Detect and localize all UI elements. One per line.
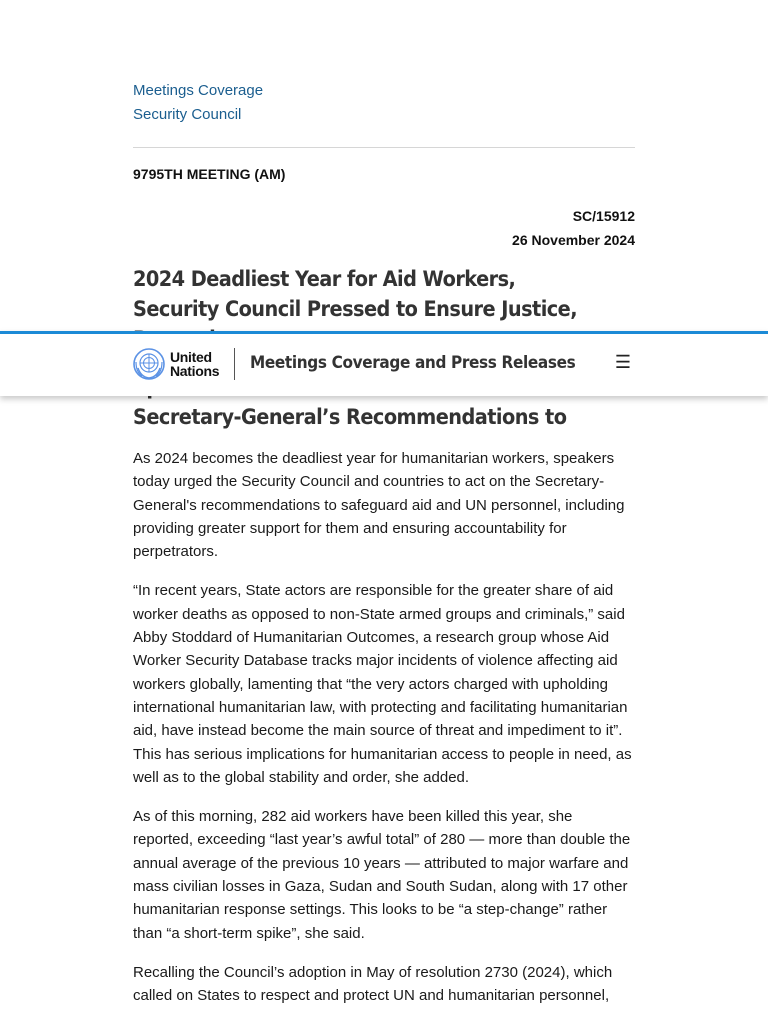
un-logo[interactable]	[133, 348, 219, 380]
paragraph-1: As 2024 becomes the deadliest year for humanitarian workers, speakers today urged the Security Council and countries to act on the Secretary-General's recommendations to safeguard aid and UN personnel, including providing greater support for them and ensuring accountability for perpetrators.	[133, 450, 625, 561]
breadcrumb-security-council[interactable]: Security Council	[133, 106, 242, 123]
divider	[133, 147, 635, 148]
hamburger-menu-button[interactable]	[612, 350, 634, 374]
subheadline-text: Secretary-General’s Recommendations to	[133, 405, 567, 429]
document-code: SC/15912	[572, 208, 635, 224]
breadcrumb	[133, 79, 263, 127]
paragraph-2: “In recent years, State actors are responsible for the greater share of aid worker deaths as opposed to non-State armed groups and criminals,” said Abby Stoddard of Humanitarian Outcomes, a research group whose Aid Worker Security Database tracks major incidents of violence affecting aid workers globally, lamenting that “the very actors charged with upholding international humanitarian law, with protecting and facilitating humanitarian aid, have instead become the main source of threat and impediment to it”. This has serious implications for humanitarian access to people in need, as well as to the global stability and order, she added.	[133, 582, 632, 786]
document-reference	[133, 204, 635, 252]
paragraph-4: Recalling the Council’s adoption in May of resolution 2730 (2024), which called on States to respect and protect UN and humanitarian personnel,	[133, 963, 613, 1005]
logo-line-2: Nations	[170, 363, 220, 379]
hamburger-icon: ☰	[614, 352, 632, 372]
document-date: 26 November 2024	[512, 232, 635, 248]
article-body	[133, 447, 635, 1024]
breadcrumb-meetings-coverage[interactable]: Meetings Coverage	[133, 82, 264, 99]
sticky-header	[0, 331, 768, 396]
header-separator	[234, 348, 235, 380]
paragraph-3: As of this morning, 282 aid workers have been killed this year, she reported, exceeding “last year’s awful total” of 280 — more than double the annual average of the previous 10 years — attributed to major warfare and mass civilian losses in Gaza, Sudan and South Sudan, along with 17 other humanitarian response settings. This looks to be “a step-change” rather than “a short-term spike”, she said.	[133, 808, 631, 942]
site-title[interactable]: Meetings Coverage and Press Releases	[250, 353, 576, 373]
meeting-label: 9795TH MEETING (AM)	[133, 166, 286, 182]
un-wordmark	[170, 350, 219, 378]
page-title: 2024 Deadliest Year for Aid Workers, Security Council Pressed to Ensure Justice,	[133, 267, 578, 321]
logo-line-1: United	[170, 349, 212, 365]
un-emblem-icon	[133, 348, 165, 380]
